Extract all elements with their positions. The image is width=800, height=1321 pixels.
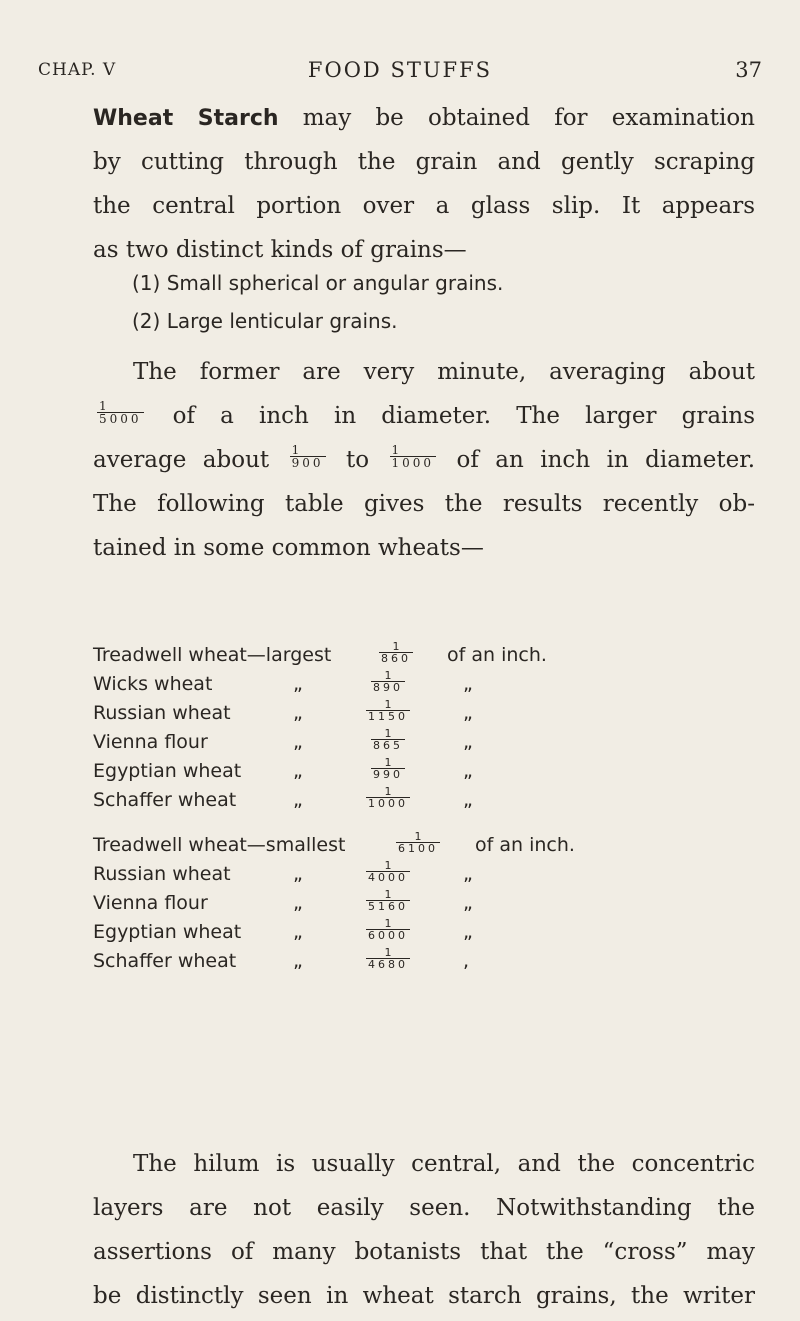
- fraction-numerator: 1: [384, 668, 392, 682]
- row-unit: „: [463, 789, 473, 811]
- fraction: [366, 858, 410, 884]
- table-row: [93, 858, 773, 892]
- row-label: Egyptian wheat: [93, 921, 242, 943]
- row-unit: „: [463, 892, 473, 914]
- fraction: [390, 445, 437, 469]
- fraction-numerator: 1: [414, 829, 422, 843]
- fraction-numerator: 1: [99, 399, 107, 413]
- row-unit: of an inch.: [447, 644, 547, 666]
- row-unit: „: [463, 863, 473, 885]
- grain-kinds-list: [132, 264, 503, 340]
- table-row: [93, 668, 773, 702]
- list-marker: (1): [132, 271, 161, 295]
- list-item: [132, 264, 503, 302]
- row-unit: „: [463, 673, 473, 695]
- list-text: Small spherical or angular grains.: [166, 271, 504, 295]
- fraction-numerator: 1: [384, 945, 392, 959]
- fraction-numerator: 1: [291, 443, 300, 457]
- fraction-numerator: 1: [392, 639, 400, 653]
- fraction-denominator: 4000: [368, 870, 408, 884]
- row-label: Vienna flour: [93, 731, 208, 753]
- row-value: [343, 916, 433, 944]
- ditto-mark: „: [293, 950, 303, 972]
- text-line: The hilum is usually central, and the concentric: [133, 1151, 755, 1177]
- text-line: The former are very minute, averaging about: [133, 359, 755, 385]
- row-value: [343, 755, 433, 783]
- text-line: [93, 394, 755, 438]
- ditto-mark: „: [293, 789, 303, 811]
- fraction: [371, 726, 405, 752]
- text-line: as two distinct kinds of grains—: [93, 237, 467, 263]
- page-number: 37: [735, 58, 762, 82]
- row-value: [343, 887, 433, 915]
- table-row: [93, 887, 773, 921]
- text-span: to: [345, 447, 370, 473]
- fraction: [396, 829, 440, 855]
- table-largest-grains: [93, 639, 773, 818]
- paragraph-hilum: [93, 1142, 755, 1318]
- table-row: [93, 916, 773, 950]
- ditto-mark: „: [293, 702, 303, 724]
- text-line: assertions of many botanists that the “cross” may: [93, 1239, 755, 1265]
- row-unit: „: [463, 921, 473, 943]
- fraction-numerator: 1: [384, 916, 392, 930]
- fraction-numerator: 1: [384, 887, 392, 901]
- table-row: [93, 639, 773, 673]
- table-row: [93, 755, 773, 789]
- ditto-mark: „: [293, 892, 303, 914]
- running-header: [38, 58, 762, 88]
- fraction: [290, 445, 326, 469]
- fraction: [366, 945, 410, 971]
- row-label: Egyptian wheat: [93, 760, 242, 782]
- row-label: Wicks wheat: [93, 673, 213, 695]
- text-line: The following table gives the results recently ob-: [93, 491, 755, 517]
- fraction-denominator: 6100: [398, 841, 438, 855]
- fraction-denominator: 1000: [368, 796, 408, 810]
- row-label: Russian wheat: [93, 863, 231, 885]
- ditto-mark: „: [293, 673, 303, 695]
- bold-lead: Wheat Starch: [93, 106, 279, 131]
- fraction: [366, 887, 410, 913]
- fraction: [371, 668, 405, 694]
- row-unit: „: [463, 702, 473, 724]
- fraction: [379, 639, 413, 665]
- fraction-denominator: 990: [373, 767, 403, 781]
- row-label: Vienna flour: [93, 892, 208, 914]
- fraction-denominator: 6000: [368, 928, 408, 942]
- table-row: [93, 726, 773, 760]
- fraction-numerator: 1: [384, 858, 392, 872]
- text-span: average about: [93, 447, 270, 473]
- row-label: Russian wheat: [93, 702, 231, 724]
- table-row: [93, 945, 773, 979]
- text-span: may be obtained for examination: [302, 105, 755, 131]
- row-value: [343, 726, 433, 754]
- table-row: [93, 697, 773, 731]
- row-unit: „: [463, 760, 473, 782]
- text-line: by cutting through the grain and gently scraping: [93, 149, 755, 175]
- fraction-denominator: 900: [291, 456, 324, 470]
- fraction-denominator: 4680: [368, 957, 408, 971]
- text-span: of a inch in diameter. The larger grains: [172, 403, 756, 429]
- table-smallest-grains: [93, 829, 773, 979]
- row-label: Schaffer wheat: [93, 950, 237, 972]
- ditto-mark: „: [293, 921, 303, 943]
- text-line: be distinctly seen in wheat starch grains, the writer: [93, 1283, 755, 1309]
- row-unit: of an inch.: [475, 834, 575, 856]
- table-row: [93, 784, 773, 818]
- fraction: [366, 784, 410, 810]
- fraction-denominator: 860: [381, 651, 411, 665]
- fraction-denominator: 5160: [368, 899, 408, 913]
- fraction: [371, 755, 405, 781]
- ditto-mark: „: [293, 863, 303, 885]
- list-marker: (2): [132, 309, 161, 333]
- row-value: [343, 945, 433, 973]
- fraction: [366, 697, 410, 723]
- table-row: [93, 829, 773, 863]
- list-text: Large lenticular grains.: [166, 309, 398, 333]
- fraction-numerator: 1: [384, 784, 392, 798]
- fraction-numerator: 1: [384, 755, 392, 769]
- text-line: [93, 96, 755, 140]
- text-line: the central portion over a glass slip. It appears: [93, 193, 755, 219]
- fraction-denominator: 5000: [99, 412, 142, 426]
- running-title: FOOD STUFFS: [307, 58, 493, 82]
- fraction-denominator: 865: [373, 738, 403, 752]
- fraction-numerator: 1: [391, 443, 400, 457]
- fraction-denominator: 890: [373, 680, 403, 694]
- row-value: [343, 858, 433, 886]
- fraction-denominator: 1150: [368, 709, 408, 723]
- fraction-numerator: 1: [384, 697, 392, 711]
- text-line: tained in some common wheats—: [93, 535, 484, 561]
- text-line: layers are not easily seen. Notwithstanding the: [93, 1195, 755, 1221]
- list-item: [132, 302, 503, 340]
- ditto-mark: „: [293, 760, 303, 782]
- row-value: [343, 697, 433, 725]
- fraction-denominator: 1000: [391, 456, 435, 470]
- fraction: [366, 916, 410, 942]
- row-value: [373, 829, 463, 857]
- paragraph-grain-size: [93, 350, 755, 570]
- row-value: [343, 784, 433, 812]
- row-unit: „: [463, 731, 473, 753]
- fraction: [97, 401, 144, 425]
- row-unit: ,: [463, 950, 470, 972]
- row-label: Treadwell wheat—smallest: [93, 834, 346, 856]
- text-span: of an inch in diameter.: [456, 447, 756, 473]
- row-label: Treadwell wheat—largest: [93, 644, 332, 666]
- row-value: [343, 668, 433, 696]
- row-label: Schaffer wheat: [93, 789, 237, 811]
- ditto-mark: „: [293, 731, 303, 753]
- chapter-label: CHAP. V: [38, 60, 117, 80]
- fraction-numerator: 1: [384, 726, 392, 740]
- row-value: [351, 639, 441, 667]
- text-line: [93, 438, 755, 482]
- paragraph-wheat-starch: [93, 96, 755, 272]
